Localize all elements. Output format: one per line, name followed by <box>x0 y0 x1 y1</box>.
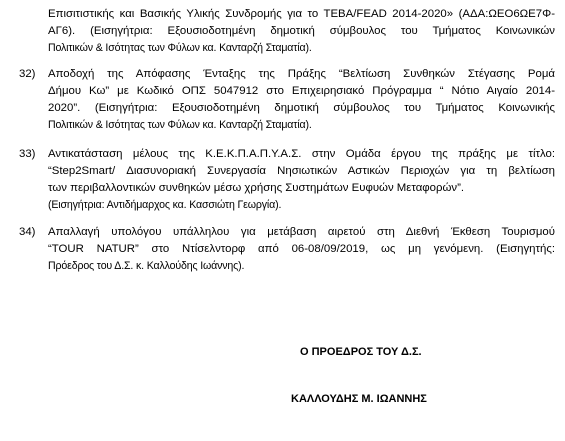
item-line-2: Δήμου Κω” με Κωδικό ΟΠΣ 5047912 στο Επιχειρησιακό Πρόγραμμα “ Νότιο Αιγαίο 2014- <box>48 85 555 97</box>
item-line-1: Αποδοχή της Απόφασης Ένταξης της Πράξης “Βελτίωση Συνθηκών Στέγασης Ρομά <box>48 68 555 80</box>
item-line-4: Πολιτικών & Ισότητας των Φύλων κα. Κανταρζή Σταματία). <box>48 119 312 131</box>
chairman-title: Ο ΠΡΟΕΔΡΟΣ ΤΟΥ Δ.Σ. <box>300 346 422 358</box>
chairman-name: ΚΑΛΛΟΥΔΗΣ Μ. ΙΩΑΝΝΗΣ <box>291 393 427 405</box>
item-line-1: Αντικατάσταση μέλους της Κ.Ε.Κ.Π.Α.Π.Υ.Α.Σ. στην Ομάδα έργου της πράξης με τίτλο: <box>48 148 555 160</box>
item-number: 33) <box>19 148 36 160</box>
item-number: 32) <box>19 68 36 80</box>
item-line-1: Απαλλαγή υπολόγου υπάλληλου για μετάβαση αιρετού στη Διεθνή Έκθεση Τουρισμού <box>48 226 555 238</box>
item-line-2: “Step2Smart/ Διασυνοριακή Συνεργασία Νησιωτικών Αστικών Περιοχών για τη βελτίωση <box>48 165 555 177</box>
item-line-2: “TOUR NATUR” στο Ντίσελντορφ από 06-08/09/2019, ως μη γενόμενη. (Εισηγητής: <box>48 243 555 255</box>
item-number: 34) <box>19 226 36 238</box>
item-line-3: 2020”. (Εισηγήτρια: Εξουσιοδοτημένη δημοτική σύμβουλος του Τμήματος Κοινωνικής <box>48 102 555 114</box>
item-line-3: των περιβαλλοντικών συνθηκών μέσω χρήσης Συστημάτων Ευφυών Μεταφορών”. <box>48 182 465 194</box>
item-line-4: (Εισηγήτρια: Αντιδήμαρχος κα. Κασσιώτη Γεωργία). <box>48 199 282 211</box>
item-line-3: Πρόεδρος του Δ.Σ. κ. Καλλούδης Ιωάννης). <box>48 260 245 272</box>
continuation-line-3: Πολιτικών & Ισότητας των Φύλων κα. Κανταρζή Σταματία). <box>48 42 312 54</box>
continuation-line-1: Επισιτιστικής και Βασικής Υλικής Συνδρομής για το ΤΕΒΑ/FEAD 2014-2020» (ΑΔΑ:ΩΕΟ6ΩΕ7Φ- <box>48 8 555 20</box>
continuation-line-2: ΑΓ6). (Εισηγήτρια: Εξουσιοδοτημένη δημοτική σύμβουλος του Τμήματος Κοινωνικών <box>48 25 555 37</box>
